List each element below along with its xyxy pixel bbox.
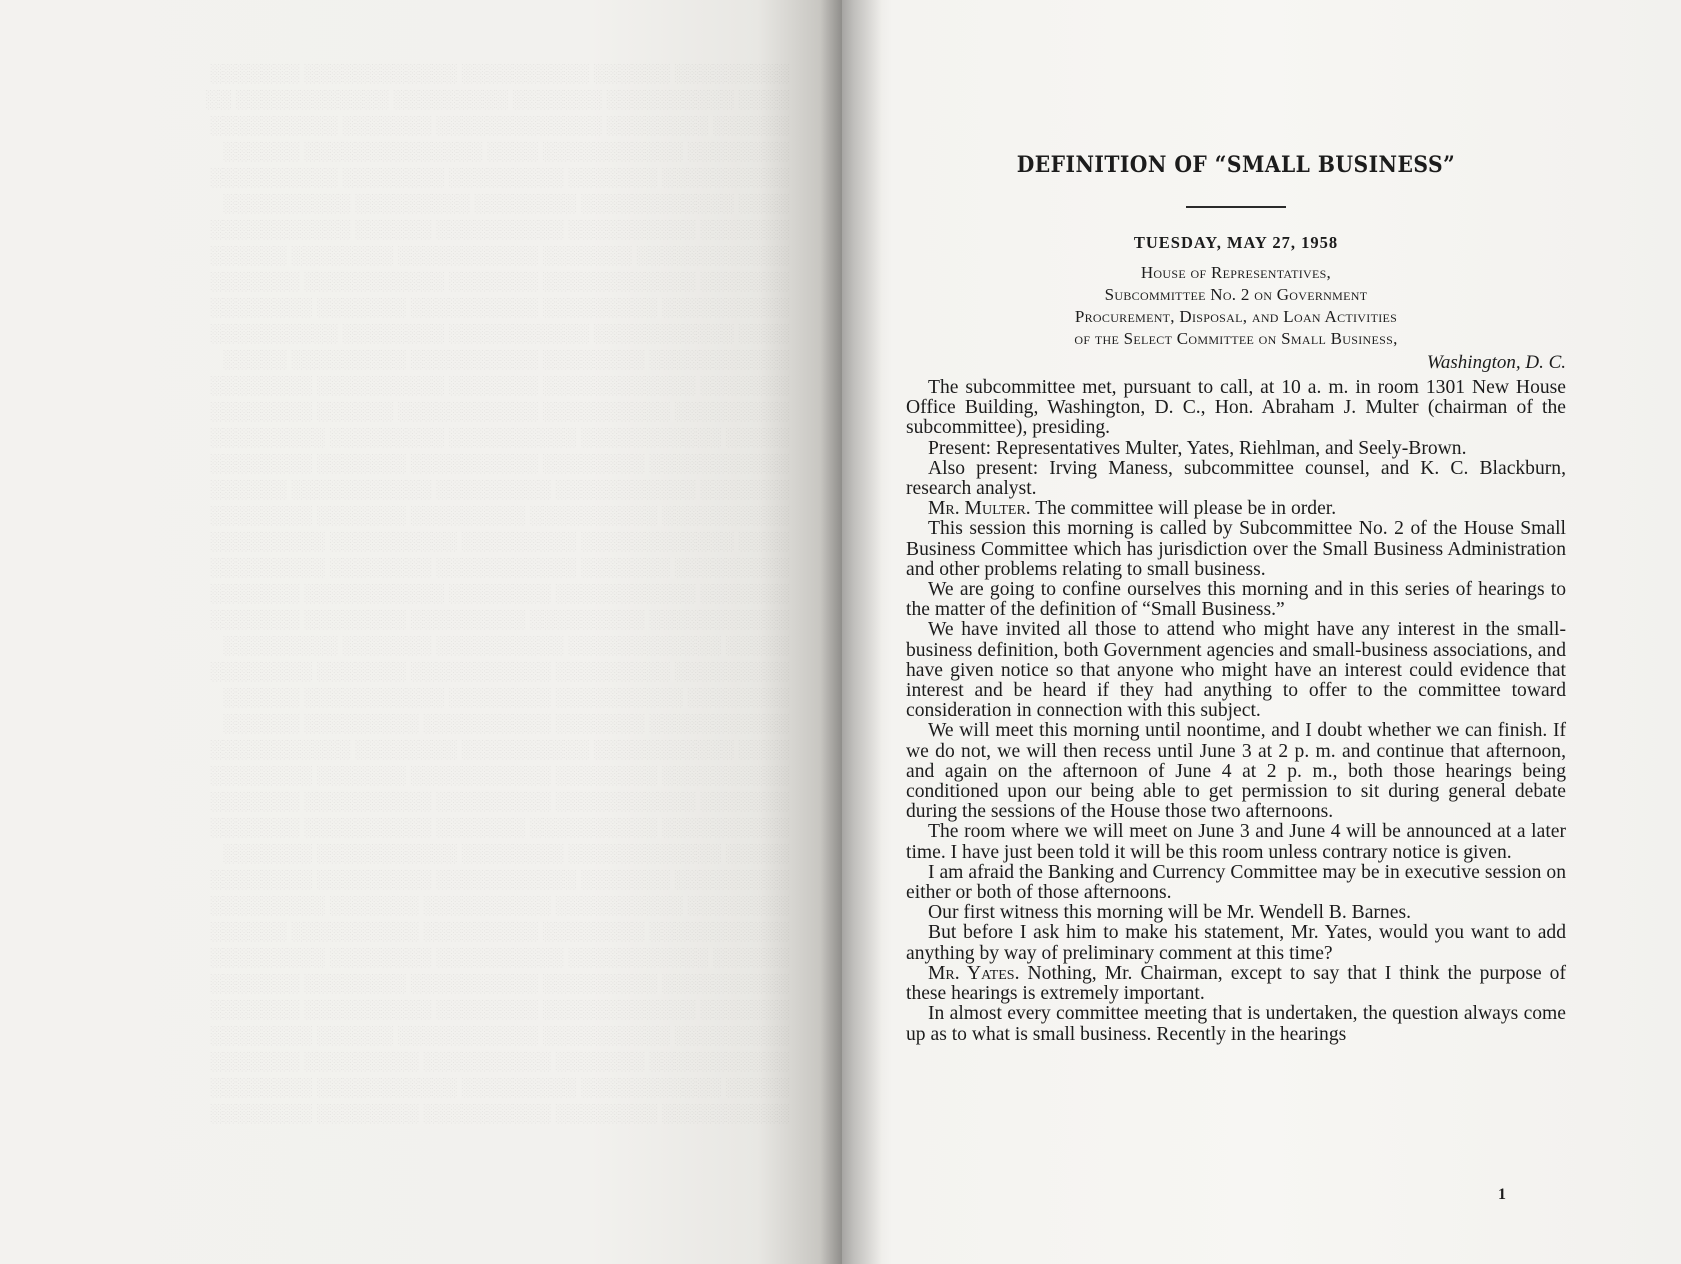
- affiliation-line: of the Select Committee on Small Business,: [1074, 329, 1398, 348]
- speaker-name: Mr. Multer.: [928, 498, 1031, 520]
- speaker-name: Mr. Yates.: [928, 962, 1020, 984]
- paragraph: We have invited all those to attend who might have any interest in the small-business definition, both Government agencies and small-business associations, and have given notice so that anyone who might have an interest could evidence that interest and be heard if they had anything to offer to the committee toward consideration in connection with this subject.: [906, 619, 1566, 722]
- affiliation-line: Subcommittee No. 2 on Government: [1104, 285, 1368, 304]
- bleed-through-text: ░░░░░░░░░ ░░░░░░ ░░░░░░░░░░ ░░░░░░░░░░░░ ░░░░░░░ ░░░░ ░░░░░░░░░░ ░░░░░░░ ░░░░░░░░░ ░░░░░░░░░░░░ ░░ ░░░░░░ ░░░░░░░░ ░░░░░░░░░░░░░ ░░░░░░░ ░░░░░░░░░░ ░░░░░░░░ ░░░░░░░░░░░ ░░░░ ░░░░░░░░░░░░░░ ░░░░░░ ░░░░░░░░░░ ░░░░░░░ ░░░░░░░░░ ░░░░░░░░ ░░░░░░░░░░ ░░░░ ░░░░░░░░░░░░ ░░░░░░░░ ░░░░░░░░░ ░░░░░░░░░░ ░░░░░░░ ░░░░░░░░░░ ░░░░░░░░░░ ░░░░░░ ░░░░░░░░░░░ ░░░░░░░░░░░░ ░░░░░░░ ░░░░░░░░░░░ ░░░░░░░░ ░░░░░░ ░░░░░░░ ░░░░░░░░░░░░ ░░░░░░░ ░░░░░░░░░░░ ░░░░░░░ ░░░░░░░░░░ ░░░░░░░░░ ░░░░░░░░░░ ░░░░░░░ ░░░░░░░░ ░░░░ ░░░░░░░░░░░ ░░░░░░░░░░░ ░░░░░░░░ ░░░░░░░░░░ ░░░░░░░░░░░ ░░░░░░░░ ░░░░░░░░░░ ░░░░░░░░░ ░░░░░ ░░░░░░░ ░░░░░░░░░░░░ ░░░░░░░ ░░░░░░░░░░ ░░░░░░░░ ░░░░░░░░░ ░░░░░░░░░░ ░░░░░░░░░░░ ░░░░░░ ░░░░░░░░ ░░░░░ ░░░░░░░░░░░ ░░░░░░░░░░ ░░░░░░░░░ ░░░░░░░░░ ░░░░░░░░░░░ ░░░░░░░░ ░░░░░░░░░░ ░░░░░░░ ░░░░░░░░ ░░░░░░░ ░░░░░░░░░░░ ░░░░░░░░░ ░░░░░░░░░░░ ░░░░░░ ░░░░░░░░░░ ░░░░░░░░░░ ░░░░░░░░░ ░░░░░░░ ░░░░░░░░ ░░░░ ░░░░░░░░░░░░ ░░░░░░░░░ ░░░░░░░░░░ ░░░░░░░░░ ░░░░░░░░░ ░░░░░░░ ░░░░░░░░░░░ ░░░░░░░░ ░░░░░░░░░ ░░░░░░░ ░░░░░░░░░░░ ░░░░░░░░ ░░░░░░░░░░░ ░░░░░░░ ░░░░░░░░░░░ ░░░░░░░░░ ░░░░░░░░░ ░░░░░░░░ ░░░░░░░ ░░░░░ ░░░░░░░░░░░░ ░░░░░░░░░░ ░░░░░░░ ░░░░░░░░░ ░░░░░░░░░ ░░░░░░░░░ ░░░░░░░░░░░ ░░░░░░░ ░░░░░░░░ ░░░░░░░░ ░░░░░░░░░░ ░░░░░░░░ ░░░░░░░░░░░ ░░░░░░ ░░░░░░░░░░░ ░░░░░░░ ░░░░░░░░░░ ░░░░░░░░░ ░░░░░░ ░░░░ ░░░░░░░░░░░ ░░░░░░░░░░ ░░░░░░░░ ░░░░░░░░░░░ ░░░░░░░░░░ ░░░░░░░░ ░░░░░░░░░░░ ░░░░░░░ ░░░░░░░░ ░░░░░░░ ░░░░░░░░░░░ ░░░░░░░░░ ░░░░░░░░░░ ░░░░░░░ ░░░░░░░░░░ ░░░░░░░░░░ ░░░░░░░ ░░░░░░░░░░ ░░░░░░░ ░░░░░ ░░░░░░░░░░░░ ░░░░░░░░ ░░░░░░░░░░░ ░░░░░░░ ░░░░░░░░░ ░░░░░░░ ░░░░░░░░░░░ ░░░░░░░░░ ░░░░░░░░ ░░░░░░░░ ░░░░░░░░░░ ░░░░░░░░░░ ░░░░░░░ ░░░░░░░░░ ░░░░░░░░░░░ ░░░░░░░░ ░░░░░░░░░ ░░░░░░░░░░ ░░░░░░ ░░░░░░ ░░░░░░░░░░░ ░░░░░░░░░░ ░░░░░░░░ ░░░░░░░░░ ░░░░░░░░░░ ░░░░░░░░░ ░░░░░░░░░░ ░░░░░░░░ ░░░░░░░ ░░░░░░░ ░░░░░░░░░░░░ ░░░░░░░░ ░░░░░░░░░░ ░░░░░░░ ░░░░░░░░░ ░░░░░░░░░░ ░░░░░░░░░░░ ░░░░░░ ░░░░░░░░ ░░░░░░░░░░░ ░░░░░░░ ░░░░░░░░░░ ░░░░░░░░░ ░░░░░░░ ░░░░░ ░░░░░░░░░░░ ░░░░░░░░░ ░░░░░░░░░░░ ░░░░░░░░ ░░░░░░░░░░ ░░░░░░░░ ░░░░░░░░░░ ░░░░░░░░ ░░░░░░░░: [206, 63, 790, 1123]
- book-gutter: [820, 0, 882, 1264]
- paragraph: The subcommittee met, pursuant to call, at 10 a. m. in room 1301 New House Office Building, Washington, D. C., Hon. Abraham J. Multer (chairman of the subcommittee), presiding.: [906, 377, 1566, 439]
- affiliation-line: House of Representatives,: [1140, 263, 1332, 282]
- paragraph: The room where we will meet on June 3 and June 4 will be announced at a later time. I have just been told it will be this room unless contrary notice is given.: [906, 821, 1566, 863]
- page-content: [906, 0, 1566, 1264]
- affiliation-line: Procurement, Disposal, and Loan Activities: [1074, 307, 1398, 326]
- hearing-location: Washington, D. C.: [1426, 352, 1566, 373]
- paragraph: We are going to confine ourselves this morning and in this series of hearings to the matter of the definition of “Small Business.”: [906, 579, 1566, 621]
- paragraph: I am afraid the Banking and Currency Committee may be in executive session on either or both of those afternoons.: [906, 861, 1566, 904]
- hearing-date: TUESDAY, MAY 27, 1958: [1133, 233, 1339, 252]
- paragraph: [906, 499, 1566, 519]
- page-number: 1: [1498, 1186, 1506, 1203]
- transcript-body: [906, 378, 1566, 1045]
- document-title: DEFINITION OF “SMALL BUSINESS”: [1016, 152, 1456, 178]
- paragraph: Present: Representatives Multer, Yates, Riehlman, and Seely-Brown.: [928, 437, 1467, 459]
- affiliation-block: [906, 262, 1566, 350]
- paragraph: This session this morning is called by Subcommittee No. 2 of the House Small Business Committee which has jurisdiction over the Small Business Administration and other problems relating to small business.: [906, 518, 1566, 580]
- paragraph: Also present: Irving Maness, subcommittee counsel, and K. C. Blackburn, research analyst.: [906, 457, 1566, 500]
- paragraph: Our first witness this morning will be Mr. Wendell B. Barnes.: [928, 902, 1411, 924]
- paragraph: [906, 964, 1566, 1004]
- speaker-text: The committee will please be in order.: [1035, 498, 1337, 520]
- paragraph: But before I ask him to make his statement, Mr. Yates, would you want to add anything by way of preliminary comment at this time?: [906, 922, 1566, 964]
- paragraph: In almost every committee meeting that is undertaken, the question always come up as to what is small business. Recently in the hearings: [906, 1003, 1566, 1045]
- speaker-text: Nothing, Mr. Chairman, except to say that I think the purpose of these hearings is extremely important.: [906, 962, 1567, 1005]
- paragraph: We will meet this morning until noontime, and I doubt whether we can finish. If we do not, we will then recess until June 3 at 2 p. m. and continue that afternoon, and again on the afternoon of June 4 at 2 p. m., both those hearings being conditioned upon our being able to get permission to sit during general debate during the sessions of the House those two afternoons.: [906, 720, 1566, 823]
- title-rule: [1186, 206, 1286, 208]
